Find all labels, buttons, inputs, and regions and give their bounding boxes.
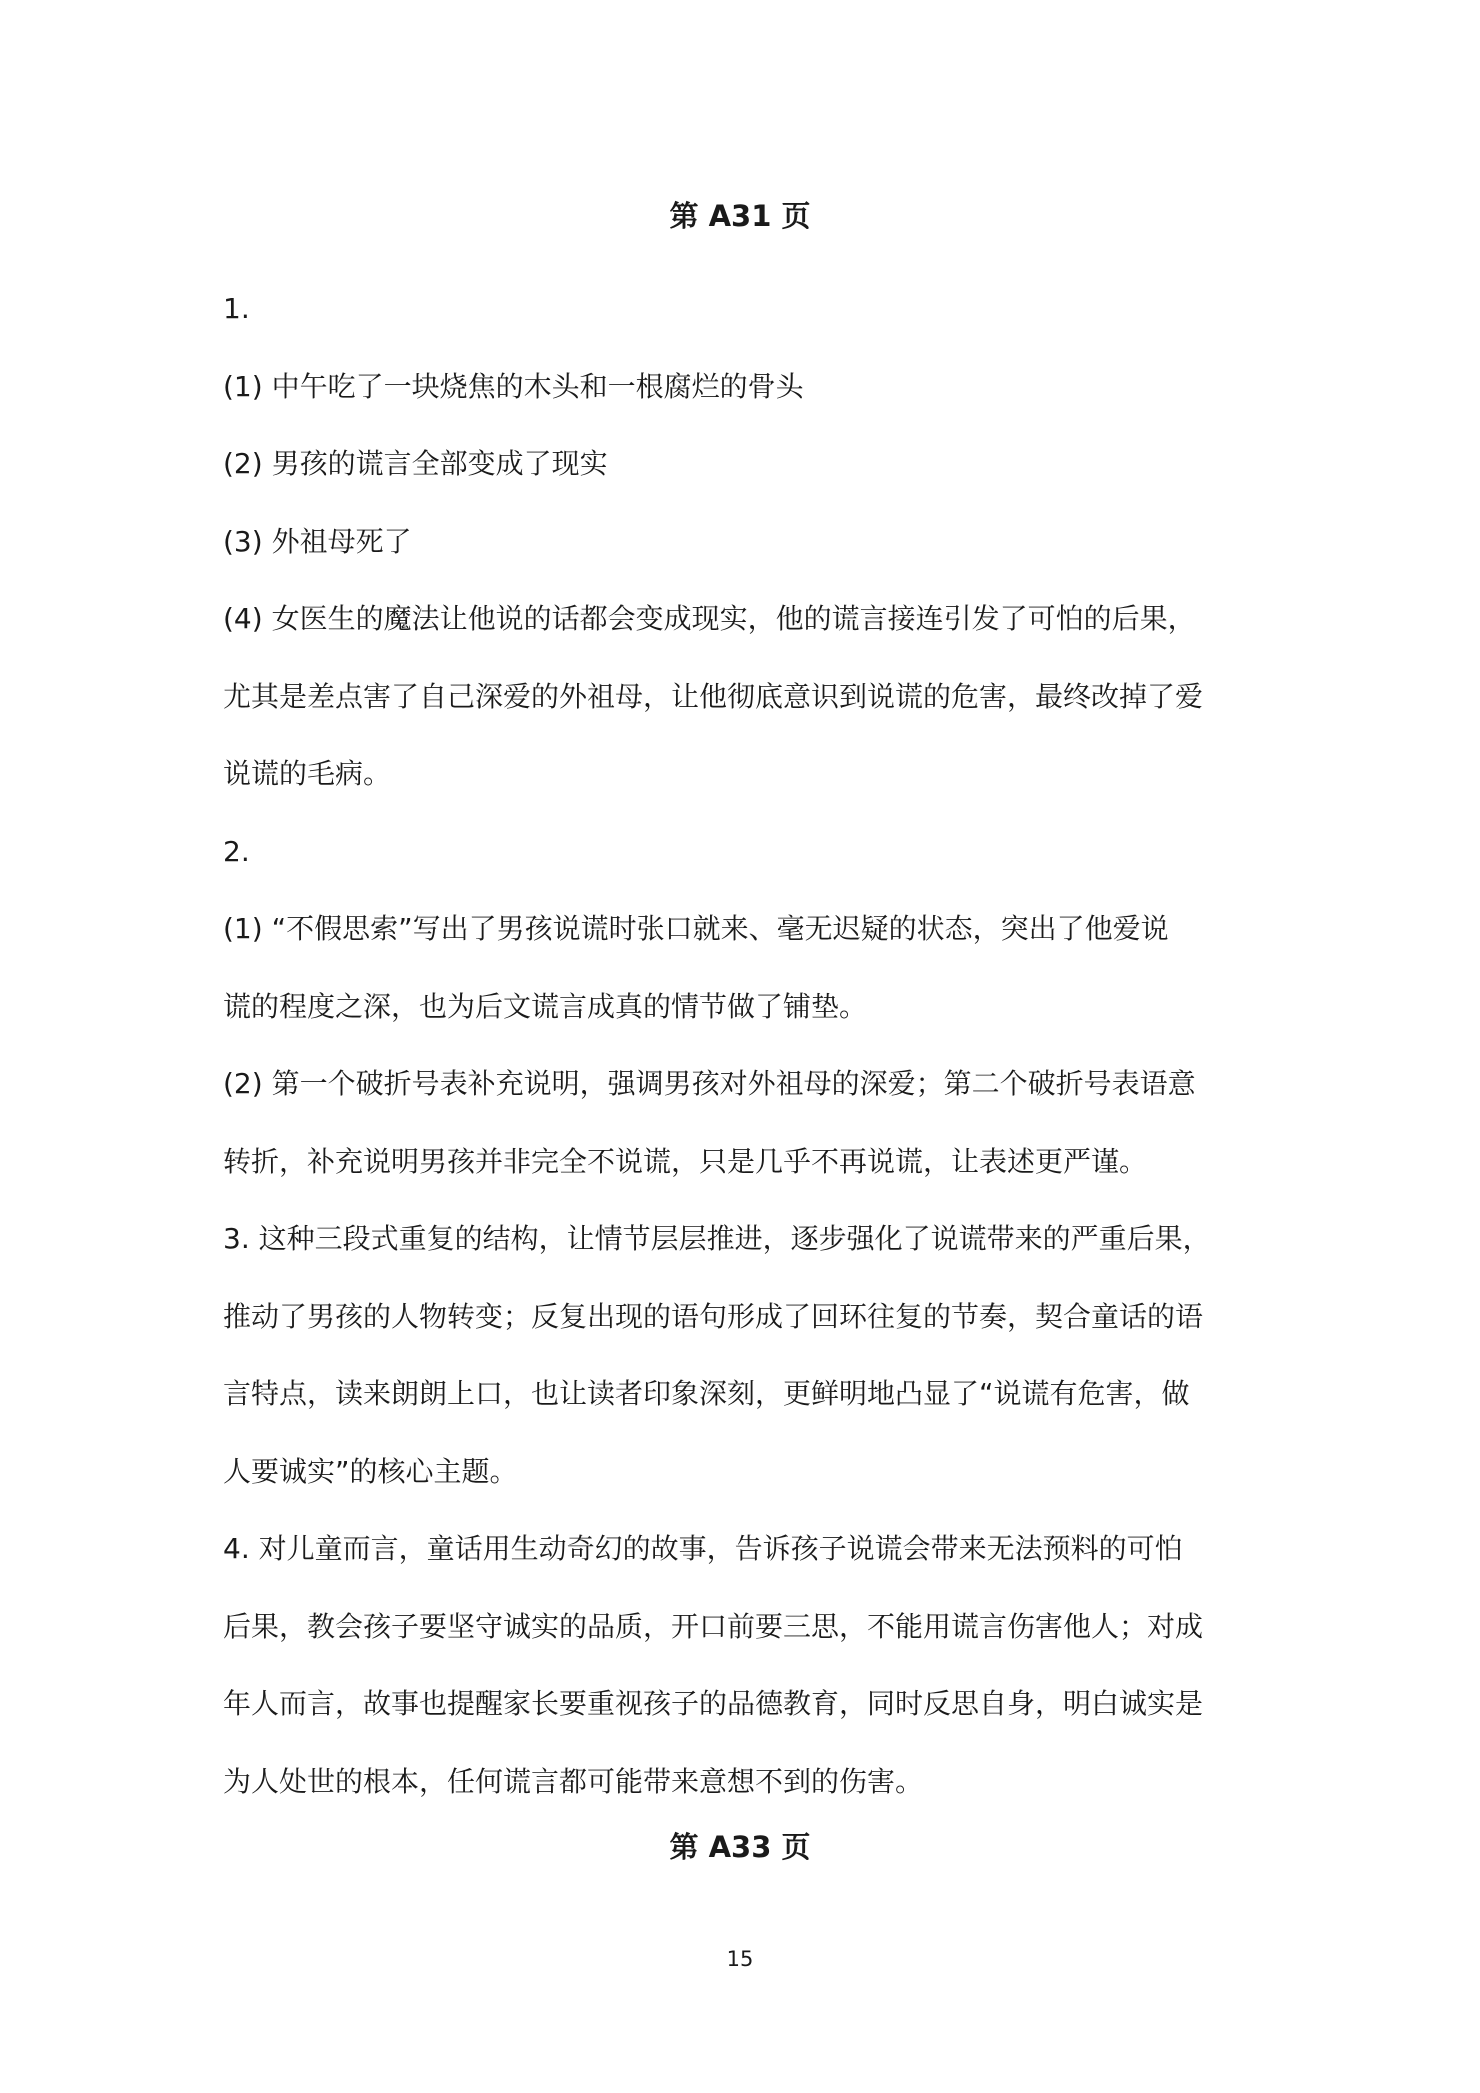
answer-line: 谎的程度之深，也为后文谎言成真的情节做了铺垫。 [223, 989, 868, 1023]
section-heading-a33: 第 A33 页 [669, 1830, 811, 1864]
answer-body [223, 270, 1263, 1820]
answer-line: 年人而言，故事也提醒家长要重视孩子的品德教育，同时反思自身，明白诚实是 [223, 1687, 1204, 1720]
page-number: 15 [726, 1947, 754, 1971]
answer-line: (4) 女医生的魔法让他说的话都会变成现实，他的谎言接连引发了可怕的后果， [223, 602, 1196, 635]
answer-line: (1) 中午吃了一块烧焦的木头和一根腐烂的骨头 [223, 369, 804, 403]
answer-line: 尤其是差点害了自己深爱的外祖母，让他彻底意识到说谎的危害，最终改掉了爱 [223, 679, 1204, 713]
answer-line: (1) “不假思索”写出了男孩说谎时张口就来、毫无迟疑的状态，突出了他爱说 [223, 912, 1169, 945]
section-heading-a31: 第 A31 页 [669, 199, 811, 233]
answer-line: 推动了男孩的人物转变；反复出现的语句形成了回环往复的节奏，契合童话的语 [223, 1299, 1204, 1333]
answer-line: (2) 第一个破折号表补充说明，强调男孩对外祖母的深爱；第二个破折号表语意 [223, 1067, 1196, 1100]
answer-line: 人要诚实”的核心主题。 [223, 1454, 518, 1488]
answer-line: 1. [223, 292, 250, 325]
answer-line: 2. [223, 834, 250, 868]
answer-line: (3) 外祖母死了 [223, 524, 412, 558]
answer-line: 说谎的毛病。 [223, 757, 392, 790]
answer-line: (2) 男孩的谎言全部变成了现实 [223, 447, 608, 480]
answer-line: 后果，教会孩子要坚守诚实的品质，开口前要三思，不能用谎言伤害他人；对成 [223, 1609, 1204, 1643]
answer-line: 4. 对儿童而言，童话用生动奇幻的故事，告诉孩子说谎会带来无法预料的可怕 [223, 1532, 1183, 1565]
answer-line: 言特点，读来朗朗上口，也让读者印象深刻，更鲜明地凸显了“说谎有危害，做 [223, 1377, 1190, 1410]
answer-line: 3. 这种三段式重复的结构，让情节层层推进，逐步强化了说谎带来的严重后果， [223, 1222, 1211, 1255]
answer-line: 为人处世的根本，任何谎言都可能带来意想不到的伤害。 [223, 1764, 924, 1798]
answer-line: 转折，补充说明男孩并非完全不说谎，只是几乎不再说谎，让表述更严谨。 [223, 1144, 1148, 1178]
